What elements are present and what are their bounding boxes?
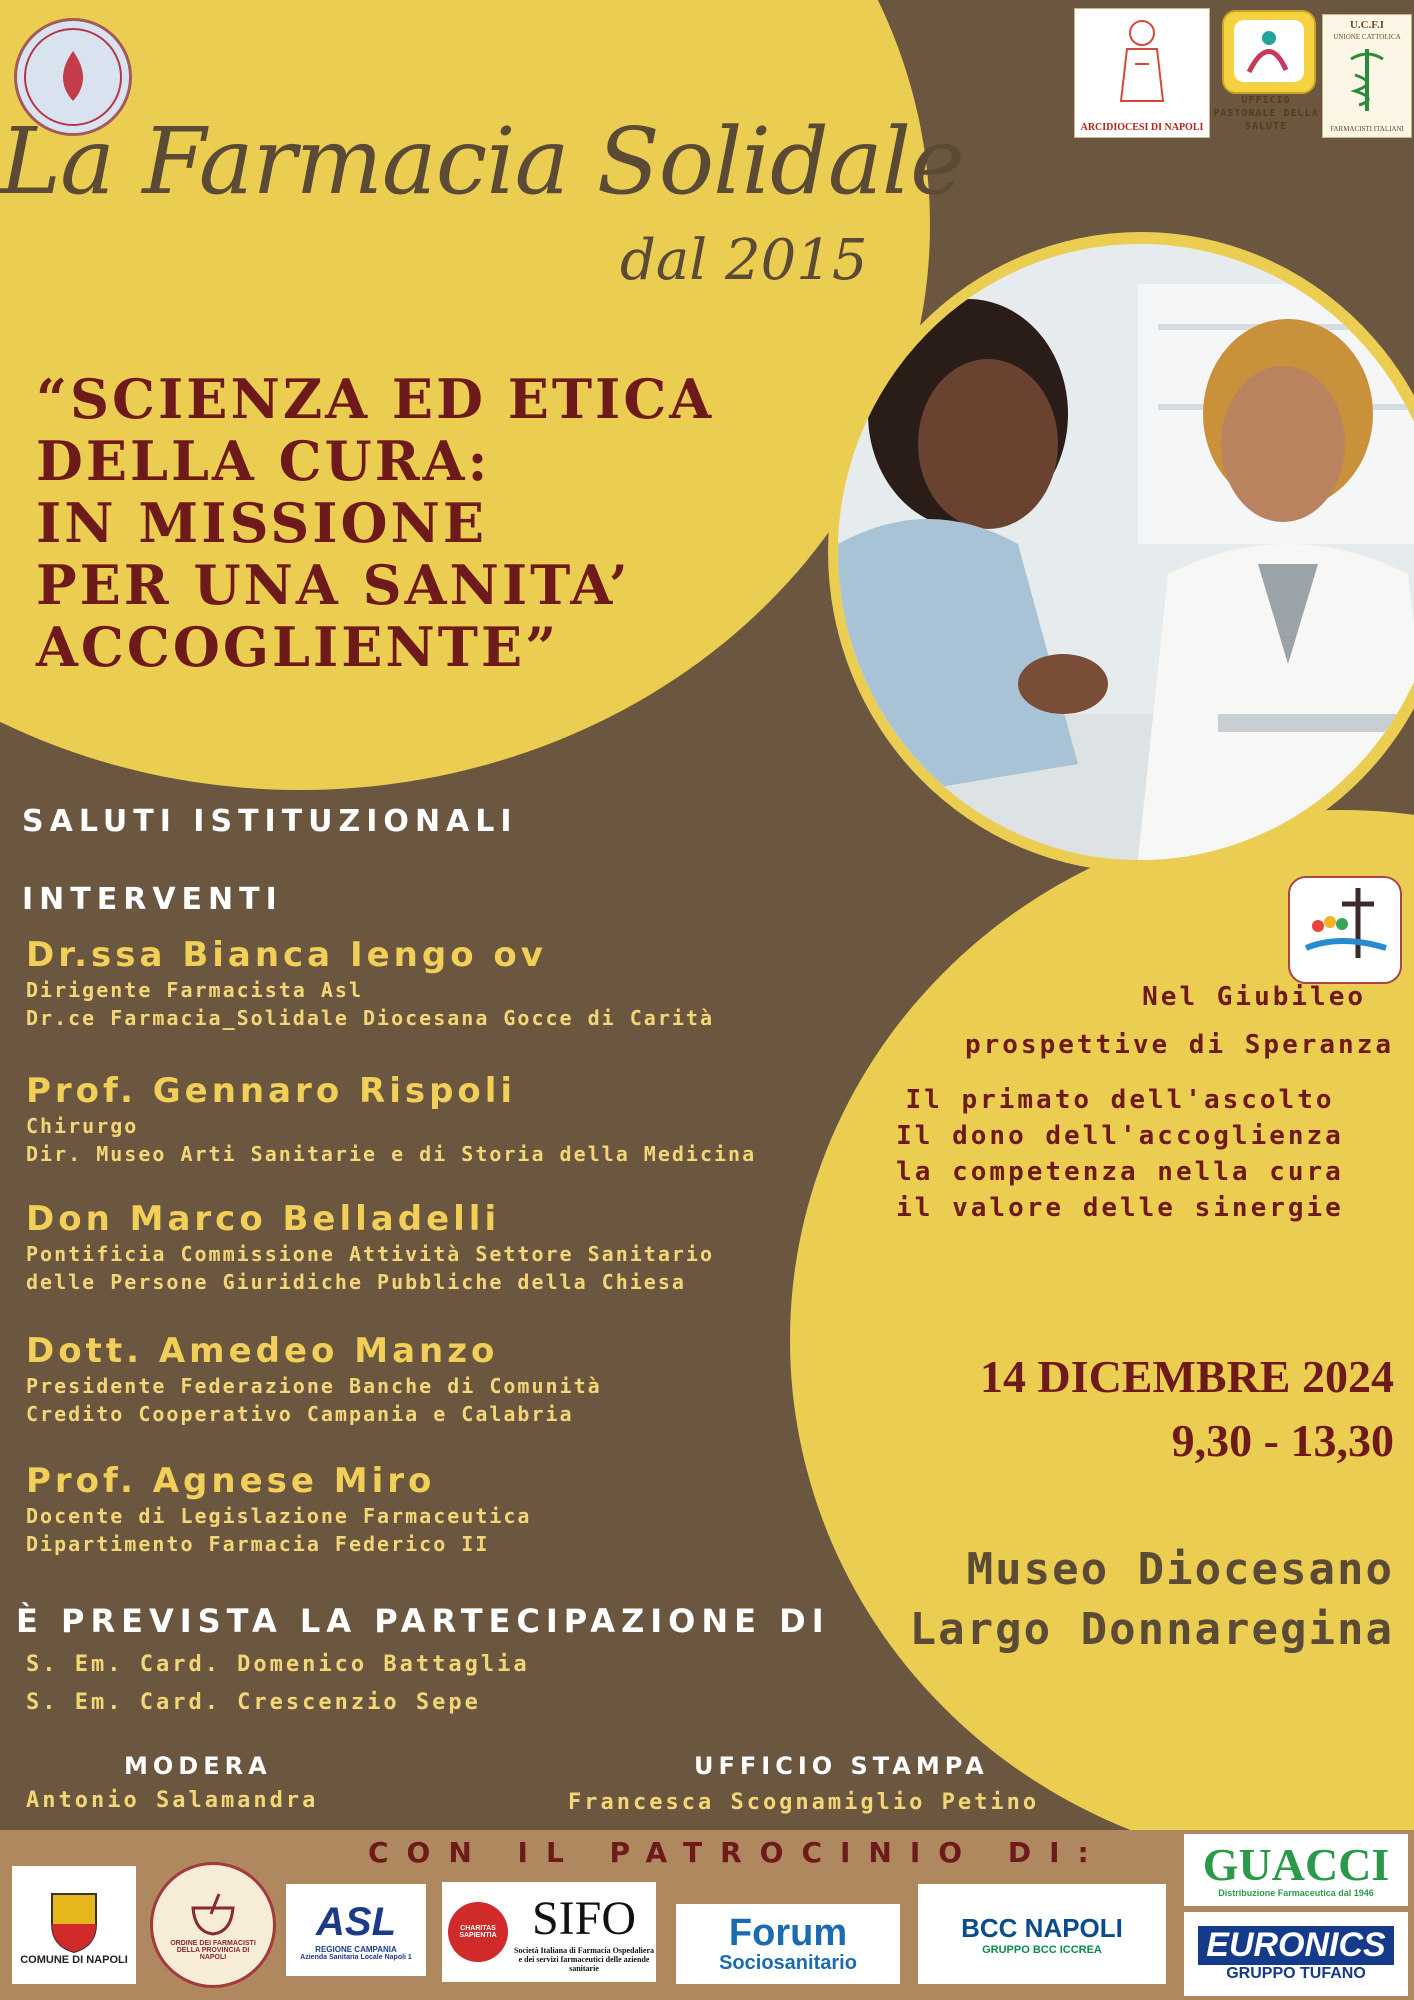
archdiocese-logo <box>1074 8 1210 138</box>
euronics-mark: EURONICS <box>1198 1926 1393 1965</box>
speaker-2 <box>26 1070 866 1168</box>
forum-sociosanitario-logo <box>676 1904 900 1984</box>
ucfi-logo <box>1322 14 1412 138</box>
speaker-role: Chirurgo <box>26 1114 139 1138</box>
jubilee-line-1: Nel Giubileo <box>1142 982 1366 1012</box>
moderator-name: Antonio Salamandra <box>26 1788 319 1813</box>
pastoral-office-logo <box>1222 10 1316 94</box>
jubilee-themes <box>860 1082 1380 1226</box>
speaker-1 <box>26 934 866 1032</box>
event-date: 14 DICEMBRE 2024 <box>979 1351 1394 1402</box>
event-time: 9,30 - 13,30 <box>1171 1415 1394 1466</box>
speaker-5 <box>26 1460 866 1558</box>
asl-sub-2: Azienda Sanitaria Locale Napoli 1 <box>300 1953 412 1961</box>
speaker-name: Don Marco Belladelli <box>26 1199 501 1239</box>
ucfi-short: U.C.F.I <box>1349 19 1385 31</box>
asl-sub: REGIONE CAMPANIA <box>315 1944 397 1954</box>
ucfi-sub: UNIONE CATTOLICA <box>1333 33 1401 41</box>
speaker-3 <box>26 1198 866 1296</box>
guacci-mark: GUACCI <box>1202 1839 1390 1890</box>
sifo-logo <box>442 1882 656 1982</box>
participant-2: S. Em. Card. Crescenzio Sepe <box>26 1690 481 1715</box>
caritas-label: CHARITAS SAPIENTIA <box>459 1925 497 1939</box>
caduceus-icon <box>1337 45 1397 115</box>
speaker-role: Credito Cooperativo Campania e Calabria <box>26 1402 574 1426</box>
comune-napoli-logo <box>12 1866 136 1984</box>
script-since: dal 2015 <box>620 228 868 293</box>
speaker-role: Dr.ce Farmacia_Solidale Diocesana Gocce di Carità <box>26 1006 715 1030</box>
jubilee-line-2: prospettive di Speranza <box>964 1030 1394 1060</box>
press-office-name: Francesca Scognamiglio Petino <box>568 1790 1040 1815</box>
guacci-logo <box>1184 1834 1408 1906</box>
asl-mark: ASL <box>316 1899 396 1944</box>
participation-heading: È PREVISTA LA PARTECIPAZIONE DI <box>16 1602 830 1640</box>
speaker-role: delle Persone Giuridiche Pubbliche della Chiesa <box>26 1270 686 1294</box>
theme-line: il valore delle sinergie <box>896 1193 1344 1223</box>
asl-logo <box>286 1884 426 1976</box>
theme-line: la competenza nella cura <box>896 1157 1344 1187</box>
jubilee-logo <box>1288 876 1402 984</box>
moderator-label: MODERA <box>124 1752 272 1780</box>
headline-line-5: ACCOGLIENTE” <box>36 615 560 679</box>
bcc-mark: BCC NAPOLI <box>961 1912 1123 1943</box>
forum-mark: Forum <box>728 1911 848 1954</box>
saint-icon <box>1075 9 1209 109</box>
press-office-label: UFFICIO STAMPA <box>694 1752 989 1780</box>
script-title: La Farmacia Solidale <box>0 108 964 215</box>
theme-line: Il dono dell'accoglienza <box>896 1121 1344 1151</box>
headline-line-1: “SCIENZA ED ETICA <box>36 367 715 431</box>
theme-line: Il primato dell'ascolto <box>905 1085 1335 1115</box>
city-crest-icon <box>44 1884 104 1954</box>
headline-line-2: DELLA CURA: <box>36 429 491 493</box>
sponsors-heading: CON IL PATROCINIO DI: <box>368 1836 1107 1869</box>
venue-line-1: Museo Diocesano <box>966 1544 1394 1595</box>
event-headline <box>36 368 736 678</box>
bcc-sub: GRUPPO BCC ICCREA <box>982 1943 1102 1956</box>
headline-line-3: IN MISSIONE <box>36 491 488 555</box>
sifo-sub: Società Italiana di Farmacia Ospedaliera e dei servizi farmaceutici delle aziende sanitarie <box>514 1946 654 1973</box>
comune-label: COMUNE DI NAPOLI <box>20 1954 128 1966</box>
guacci-sub: Distribuzione Farmaceutica dal 1946 <box>1218 1888 1374 1898</box>
speaker-4 <box>26 1330 866 1428</box>
ordine-label: ORDINE DEI FARMACISTI DELLA PROVINCIA DI NAPOLI <box>170 1939 256 1961</box>
euronics-sub: GRUPPO TUFANO <box>1226 1964 1366 1982</box>
speaker-role: Docente di Legislazione Farmaceutica <box>26 1504 532 1528</box>
pharmacy-consultation-photo <box>838 244 1414 860</box>
speaker-name: Prof. Gennaro Rispoli <box>26 1071 517 1111</box>
sifo-mark: SIFO <box>531 1892 637 1945</box>
pastoral-office-label: UFFICIO PASTORALE DELLA SALUTE <box>1213 95 1319 132</box>
jubilee-cross-icon <box>1290 878 1400 982</box>
speaker-name: Dott. Amedeo Manzo <box>26 1331 499 1371</box>
forum-sub: Sociosanitario <box>719 1951 857 1974</box>
archdiocese-label: ARCIDIOCESI DI NAPOLI <box>1080 122 1204 133</box>
ordine-farmacisti-logo <box>150 1862 276 1988</box>
euronics-logo <box>1184 1912 1408 1996</box>
venue-line-2: Largo Donnaregina <box>909 1604 1394 1655</box>
mortar-icon <box>183 1890 243 1940</box>
speaker-name: Prof. Agnese Miro <box>26 1461 436 1501</box>
ucfi-footer: FARMACISTI ITALIANI <box>1330 125 1404 133</box>
interventions-heading: INTERVENTI <box>22 882 283 917</box>
speaker-role: Pontificia Commissione Attività Settore Sanitario <box>26 1242 715 1266</box>
bcc-napoli-logo <box>918 1884 1166 1984</box>
caritas-badge <box>448 1902 508 1962</box>
participant-1: S. Em. Card. Domenico Battaglia <box>26 1652 530 1677</box>
speaker-role: Dirigente Farmacista Asl <box>26 978 363 1002</box>
speaker-role: Dipartimento Farmacia Federico II <box>26 1532 490 1556</box>
photo-illustration <box>838 244 1414 860</box>
speaker-name: Dr.ssa Bianca Iengo ov <box>26 935 547 975</box>
speaker-role: Presidente Federazione Banche di Comunità <box>26 1374 602 1398</box>
headline-line-4: PER UNA SANITA’ <box>36 553 631 617</box>
greetings-heading: SALUTI ISTITUZIONALI <box>22 804 518 839</box>
speaker-role: Dir. Museo Arti Sanitarie e di Storia della Medicina <box>26 1142 757 1166</box>
care-icon <box>1224 12 1314 92</box>
